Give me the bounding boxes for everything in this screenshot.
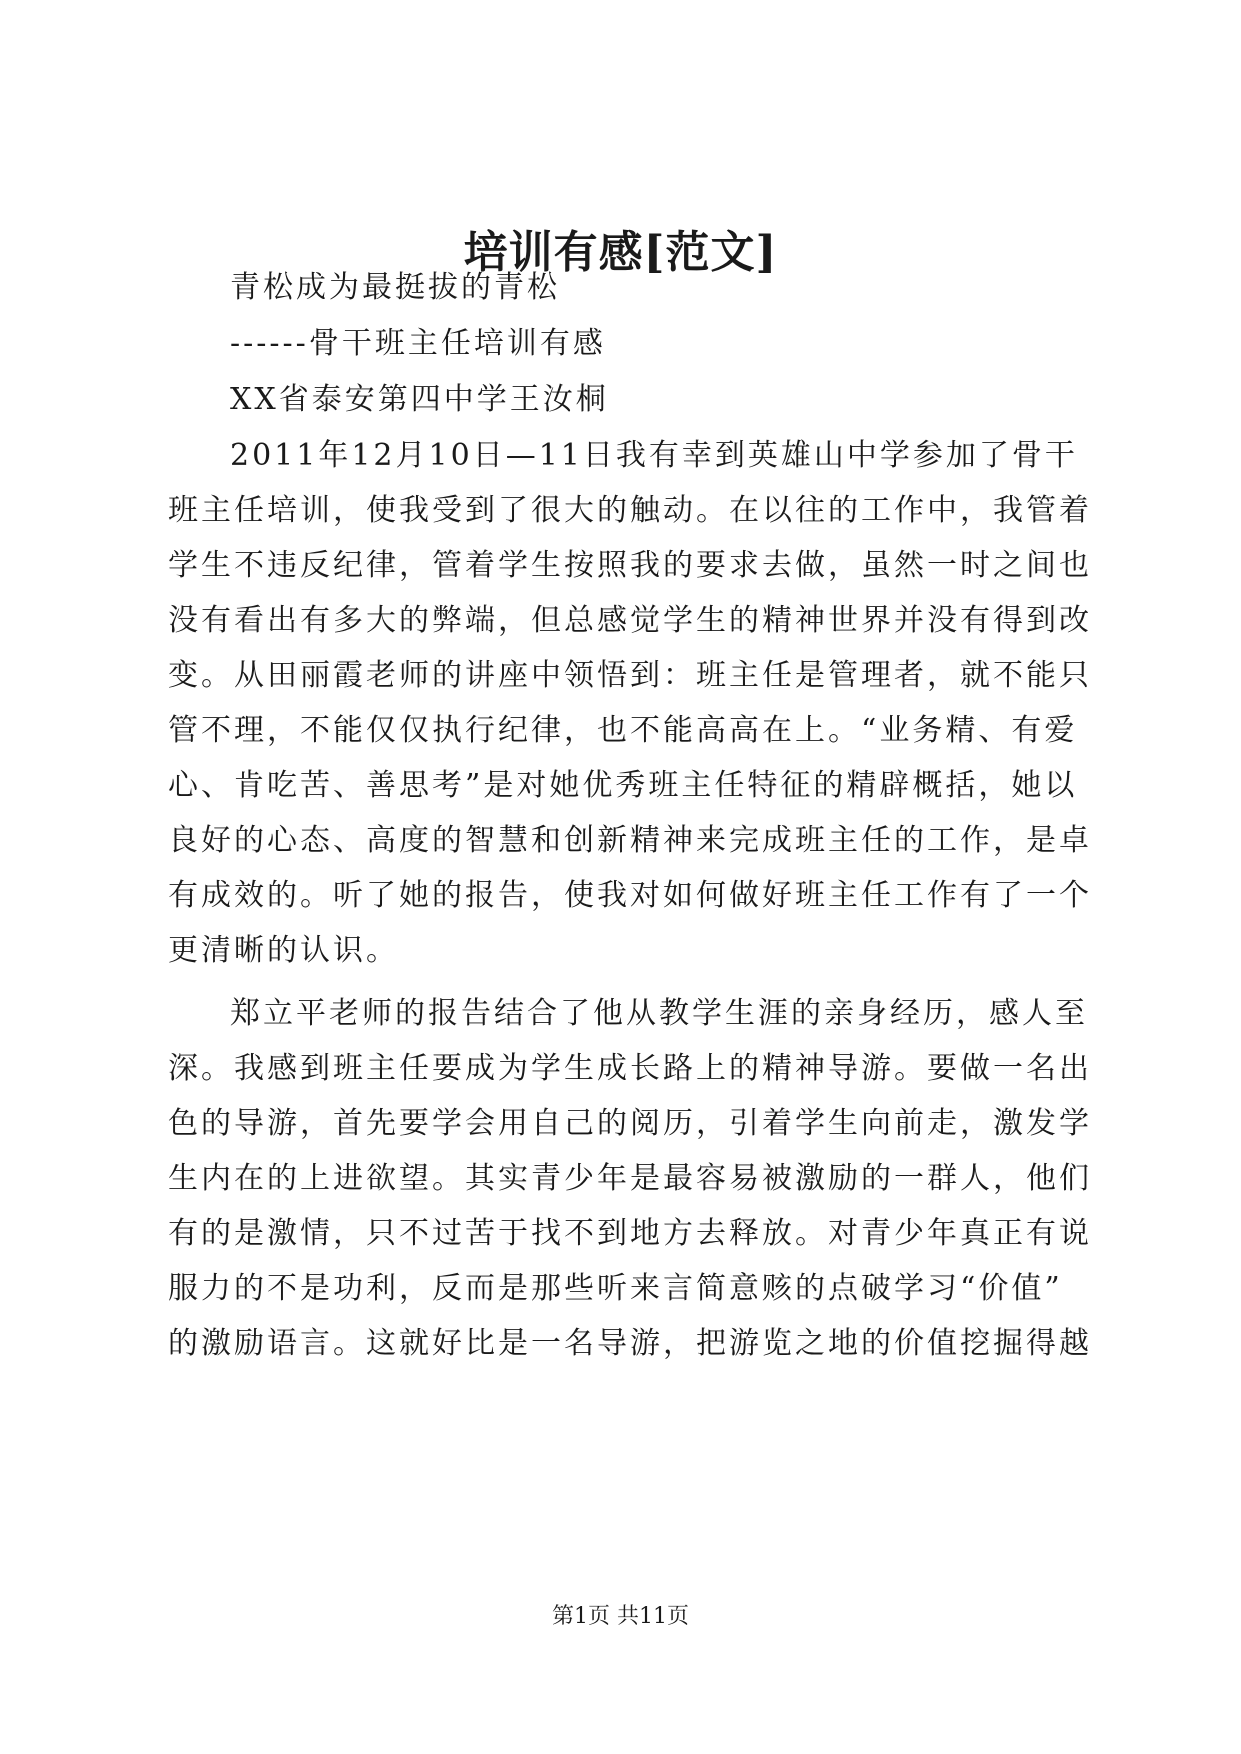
paragraph-line: 生内在的上进欲望。其实青少年是最容易被激励的一群人，他们: [168, 1161, 1092, 1196]
paragraph-line: 有的是激情，只不过苦于找不到地方去释放。对青少年真正有说: [168, 1216, 1092, 1251]
paragraph-line: 班主任培训，使我受到了很大的触动。在以往的工作中，我管着: [168, 493, 1092, 528]
document-title: 培训有感[范文]: [463, 227, 778, 278]
paragraph-line: 2011年12月10日—11日我有幸到英雄山中学参加了骨干: [230, 438, 1078, 473]
subtitle-secondary: ------骨干班主任培训有感: [230, 326, 606, 361]
paragraph-line: 深。我感到班主任要成为学生成长路上的精神导游。要做一名出: [168, 1051, 1092, 1086]
paragraph-line: 有成效的。听了她的报告，使我对如何做好班主任工作有了一个: [168, 878, 1092, 913]
paragraph-line: 服力的不是功利，反而是那些听来言简意赅的点破学习“价值”: [168, 1271, 1063, 1306]
author-line: XX省泰安第四中学王汝桐: [230, 382, 609, 417]
paragraph-line: 学生不违反纪律，管着学生按照我的要求去做，虽然一时之间也: [168, 548, 1092, 583]
paragraph-line: 郑立平老师的报告结合了他从教学生涯的亲身经历，感人至: [230, 996, 1088, 1031]
paragraph-line: 更清晰的认识。: [168, 933, 399, 968]
paragraph-line: 没有看出有多大的弊端，但总感觉学生的精神世界并没有得到改: [168, 603, 1092, 638]
paragraph-line: 管不理，不能仅仅执行纪律，也不能高高在上。“业务精、有爱: [168, 713, 1078, 748]
page-footer: 第1页 共11页: [552, 1604, 689, 1629]
paragraph-line: 良好的心态、高度的智慧和创新精神来完成班主任的工作，是卓: [168, 823, 1092, 858]
paragraph-line: 变。从田丽霞老师的讲座中领悟到：班主任是管理者，就不能只: [168, 658, 1092, 693]
subtitle: 青松成为最挺拔的青松: [230, 270, 560, 305]
paragraph-line: 色的导游，首先要学会用自己的阅历，引着学生向前走，激发学: [168, 1106, 1092, 1141]
paragraph-line: 心、肯吃苦、善思考”是对她优秀班主任特征的精辟概括，她以: [168, 768, 1078, 803]
paragraph-line: 的激励语言。这就好比是一名导游，把游览之地的价值挖掘得越: [168, 1326, 1092, 1361]
